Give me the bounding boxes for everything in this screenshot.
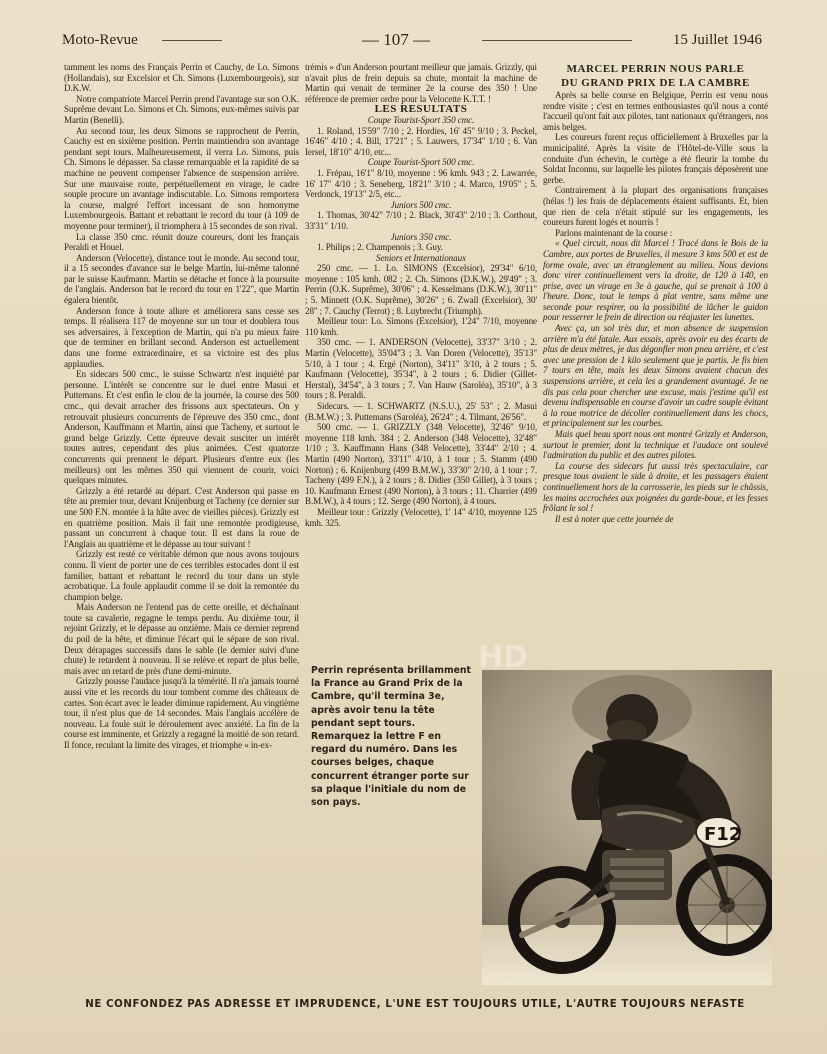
- interview-paragraph: Mais quel beau sport nous ont montré Grizzly et Anderson, surtout le premier, dont la technique et l'audace ont soulevé l'admiration du public et des autres pilotes.: [543, 429, 768, 461]
- col1-paragraph: Anderson (Velocette), distance tout le monde. Au second tour, il a 15 secondes d'avance sur le belge Martin, lui-même talonné par le suisse Kaufmann. Martin se détache et fonce à la poursuite de l'anglais. Anderson bat le record du tour en 1'22", que Martin égalera bientôt.: [64, 252, 299, 306]
- col1-paragraph: Mais Anderson ne l'entend pas de cette oreille, et déchaînant toute sa cavalerie, regagne le temps perdu. Au dixième tour, il rejoint Grizzly, et le dépasse au onzième. Mais ce dernier reprend du poil de la bête, et diminue l'écart qui le sépare de son rival. Deux dérapages successifs dans le sable (le dernier suivi d'une chute) le retardent à nouveau. Il se relève et repart de plus belle, mais avec un retard de près d'une demi-minute.: [64, 602, 299, 676]
- photo-caption: Perrin représenta brillamment la France au Grand Prix de la Cambre, qu'il termina 3e, après avoir tenu la tête pendant sept tours. Remarquez la lettre F en regard du numéro. Dans les courses belges, chaque concurrent étranger porte sur sa plaque l'initiale du nom de son pays.: [311, 665, 471, 809]
- issue-date: 15 Juillet 1946: [672, 32, 762, 48]
- col1-paragraph: tamment les noms des Français Perrin et Cauchy, de Lo. Simons (Hollandais), sur Excelsior et Ch. Simons (Luxembourgeois), sur D.K.W.: [64, 62, 299, 94]
- result-category: Juniors 500 cmc.: [390, 199, 452, 210]
- col1-paragraph: La classe 350 cmc. réunit douze coureurs, dont les français Peraldi et Houel.: [64, 231, 299, 253]
- interview-paragraph: Parlons maintenant de la course :: [555, 227, 673, 238]
- results-list: [305, 115, 537, 528]
- col1-paragraph: Anderson fonce à toute allure et améliorera sans cesse ses temps. Il réalisera 117 de moyenne sur un tour et doublera tous ses adversaires, à l'exception de Martin, qui n'a pu mieux faire que de terminer en brillant second. Anderson est actuellement dans une forme extraordinaire, et sa victoire est des plus applaudies.: [64, 305, 299, 369]
- magazine-title: Moto-Revue: [62, 32, 138, 48]
- result-text: Sidecars. — 1. SCHWARTZ (N.S.U.), 25' 53" ; 2. Masui (B.M.W.) ; 3. Puttemans (Saroléa), 26'24" ; 4. Tilmant, 26'56".: [305, 401, 537, 422]
- col1-paragraph: En sidecars 500 cmc., le suisse Schwartz n'est inquiété par personne. L'intérêt se concentre sur le duel entre Masui et Puttemans. Et c'est enfin le clou de la journée, la course des 500 cmc., qui devait arracher des frissons aux spectateurs. On y retrouvait plusieurs concurrents de l'épreuve des 350 cmc., dont Anderson, Kauffmann et Martin, ainsi que Tacheny, et surtout le grand belge Grizzly. Cette épreuve devait susciter un intérêt toutes autres, cependant des plus animées. C'est quatorze concurrents qui prennent le départ. Plusieurs d'entre eux (les meilleurs) ont les mêmes 350 qui viennent de courir, voici quelques minutes.: [64, 369, 299, 486]
- result-text: 1. Philips ; 2. Champenois ; 3. Guy.: [317, 242, 443, 253]
- result-text: 1. Roland, 15'59" 7/10 ; 2. Hordies, 16' 45" 9/10 ; 3. Peckel, 16'46" 4/10 ; 4. Bill, 17'21" ; 5. Lauwers, 17'34" 1/10 ; 6. Van Iersel, 18'10" 4/10, etc...: [305, 125, 537, 157]
- race-photo: [482, 670, 772, 985]
- interview-paragraph: Après sa belle course en Belgique, Perrin est venu nous rendre visite ; c'est en termes enthousiastes qu'il nous a conté l'accueil qu'ont fait aux pilotes, tant nationaux qu'étrangers, nos amis belges.: [543, 90, 768, 132]
- interview-paragraph: « Quel circuit, nous dit Marcel ! Tracé dans le Bois de la Cambre, aux portes de Bruxelles, il mesure 3 kms 500 et est de forme ovale, avec un étranglement au milieu. Nous devions donc virer continuellement vers la droite, de 120 à 140, en prise, avec un virage en 3e à gauche, qui se prenait à 100 à l'heure. Donc, tout le temps à plat ventre, sans même une seconde pour respirer, ou la possibilité de lâcher le guidon pour resserrer le frein de direction ou réajuster les lunettes.: [543, 238, 768, 323]
- race-number-plate: F12: [704, 824, 742, 845]
- page-header: [62, 28, 762, 52]
- result-category: Seniors et Internationaux: [376, 252, 466, 263]
- article-column-1: [64, 62, 299, 751]
- results-title: LES RESULTATS: [374, 103, 468, 116]
- col1-paragraph: Notre compatriote Marcel Perrin prend l'avantage sur son O.K. Suprême devant Lo. Simons et Ch. Simons, eux-mêmes suivis par Martin (Benelli).: [64, 93, 299, 125]
- result-text: 350 cmc. — 1. ANDERSON (Velocette), 33'37" 3/10 ; 2. Martin (Velocette), 35'04"3 ; 3. Van Doren (Velocette), 35'13" 5/10, à 1 tour ; 4. Ergé (Norton), 34'11" 3/10, à 2 tours ; 5. Kaufmann (Velocette), 35'34", à 2 tours ; 6. Didier (Gillet-Herstal), 34'54", à 3 tours ; 7. Van Hauw (Saroléa), 35'10", à 3 tours ; 8. Peraldi.: [305, 337, 537, 401]
- result-category: Juniors 350 cmc.: [390, 231, 452, 242]
- result-text: Meilleur tour: Lo. Simons (Excelsior), 1'24" 7/10, moyenne 110 kmh.: [305, 316, 537, 337]
- result-text: 1. Thomas, 30'42" 7/10 ; 2. Black, 30'43" 2/10 ; 3. Corthout, 33'31" 1/10.: [305, 210, 537, 231]
- result-category: Coupe Tourist-Sport 500 cmc.: [367, 157, 475, 168]
- interview-title-line-1: MARCEL PERRIN NOUS PARLE: [566, 63, 745, 75]
- interview-paragraph: Avec ça, un sol très dur, et mon absence de suspension arrière m'a été fatale. Aux essais, après avoir eu des écarts de plus de deux mètres, je dus dégonfler mon pneu arrière, et c'est avec une pression de 1 kilo seulement que je partis. Je fis bien 7 tours en tête, mais les deux Simons avaient chacun des suspensions arrière, et cela les a grandement avantagé. Je ne dis pas cela pour chercher une excuse, mais j'estime qu'il est devenu indispensable en course d'avoir un cadre souple évitant à la roue motrice de décoller continuellement dans les chocs, et principalement sur les courbes.: [543, 323, 768, 429]
- footer-slogan: NE CONFONDEZ PAS ADRESSE ET IMPRUDENCE, L'UNE EST TOUJOURS UTILE, L'AUTRE TOUJOURS NEFASTE: [85, 999, 745, 1010]
- result-text: 1. Frépau, 16'1" 8/10, moyenne : 96 kmh. 943 ; 2. Lawarrée, 16' 17" 4/10 ; 3. Seneberg, 18'21" 3/10 ; 4. Marco, 19'05" ; 5. Verdonck, 19'13" 2/5, etc...: [305, 167, 537, 200]
- motorcycle-photo-illustration: [482, 670, 772, 985]
- interview-title-line-2: DU GRAND PRIX DE LA CAMBRE: [561, 77, 750, 89]
- col1-paragraph: Grizzly est resté ce véritable démon que nous avons toujours connu. Il vient de porter une de ces terribles estocades dont il est familier, battant et rebattant le record du tour dans un style acrobatique. La foule applaudit comme il se doit la remontée du champion belge.: [64, 549, 299, 602]
- col2-intro: trémis » d'un Anderson pourtant meilleur que jamais. Grizzly, qui n'avait plus de frein depuis sa chute, montait la machine de Martin qui venait de terminer 2e la course des 350 ! Une référence de premier ordre pour la Velocette K.T.T. !: [305, 62, 537, 104]
- article-column-3: [543, 62, 768, 524]
- result-text: Meilleur tour : Grizzly (Velocette), 1' 14" 4/10, moyenne 125 kmh. 325.: [305, 506, 537, 528]
- watermark: HD: [478, 640, 529, 675]
- interview-paragraph: Il est à noter que cette journée de: [555, 513, 674, 524]
- interview-title: [543, 62, 768, 90]
- header-rule-right: [482, 40, 632, 41]
- header-rule-left: [162, 40, 222, 41]
- interview-paragraph: Contrairement à la plupart des organisations françaises (hélas !) les frais de déplacements étaient suffisants. Et, bien que rien de cela n'était stipulé sur les engagements, les coureurs furent logés et nourris !: [543, 185, 768, 228]
- result-category: Coupe Tourist-Sport 350 cmc.: [367, 114, 475, 125]
- result-text: 500 cmc. — 1. GRIZZLY (348 Velocette), 32'46" 9/10, moyenne 118 kmh. 384 ; 2. Anderson (348 Velocette), 32'48" 1/10 ; 3. Kauffmann Hans (348 Velocette), 33'44" 2/10 ; 4. Martin (490 Norton), 33'11" 4/10, à 1 tour ; 5. Stamm (490 Norton) ; 6. Knijenburg (499 B.M.W.), 33'30" 2/10, à 1 tour ; 7. Tacheny (499 F.N.), à 2 tours ; 8. Didier (350 Gillet), à 3 tours ; 10. Kaufmann Ernest (490 Norton), à 3 tours ; 11. Charrier (499 B.M.W.), à 4 tours ; 12. Serge (490 Norton), à 4 tours.: [305, 422, 537, 507]
- article-column-2: [305, 62, 537, 528]
- col1-paragraph: Grizzly pousse l'audace jusqu'à la témérité. Il n'a jamais tourné aussi vite et les records du tour tombent comme des châteaux de cartes. Son écart avec le leader diminue rapidement. Au vingtième tour, il n'est plus que de 14 secondes. Mais l'anglais accélère de nouveau. La foule suit le déroulement avec anxiété. La fin de la course est imminente, et Grizzly a regagné la moitié de son retard. Il fonce, reculant la limite des virages, et triomphe « in-ex-: [64, 676, 299, 750]
- interview-paragraph: La course des sidecars fut aussi très spectaculaire, car presque tous avaient le side à droite, et les passagers étaient continuellement hors de la carrosserie, les pieds sur le châssis, les mains accrochées aux poignées du garde-boue, et les fesses frôlant le sol !: [543, 460, 768, 514]
- col1-paragraph: Au second tour, les deux Simons se rapprochent de Perrin, Cauchy est en sixième position. Perrin maintiendra son avantage pendant sept tours. Malheureusement, il verra Lo. Simons, puis Ch. Simons le dépasser. Sa classe remarquable et la rapidité de sa machine ne peuvent compenser l'absence de suspension arrière. Sur une mauvaise route, perpétuellement en virage, le cadre souple procure un avantage indiscutable. Lo. Simons remportera la course, malgré l'effort incessant de son homonyme Luxembourgeois. Battant et rebattant le record du tour (à 109 de moyenne pour terminer), il triomphera à 15 secondes de son rival.: [64, 125, 299, 231]
- page-number: — 107 —: [362, 30, 430, 49]
- interview-paragraph: Les coureurs furent reçus officiellement à Bruxelles par la municipalité. Après la visite de l'Hôtel-de-Ville sous la conduite d'un échevin, le cortège a été fleurir la tombe du Soldat Inconnu, sur laquelle les pilotes français déposèrent une gerbe.: [543, 132, 768, 185]
- result-text: 250 cmc. — 1. Lo. SIMONS (Excelsior), 29'34" 6/10, moyenne : 105 kmh. 082 ; 2. Ch. Simons (D.K.W.), 29'49" ; 3. Perrin (O.K. Suprême), 30'06" ; 4. Kesselmans (D.K.W.), 30'11" ; 5. Minnett (O.K. Suprême), 30'26" ; 6. Zwall (Excelsior), 30' 28" ; 7. Cauchy (Terrot) ; 8. Luybrecht (Triumph).: [305, 263, 537, 316]
- col1-paragraph: Grizzly a été retardé au départ. C'est Anderson qui passe en tête au premier tour, devant Knijenburg et Tacheny (ce dernier sur une 500 F.N. montée à la hâte avec de vieilles pièces). Grizzly est en quatrième position. Mais il fait une remontée prodigieuse, passant un concurrent à chaque tour. Il est dans la roue de l'Anglais au quatrième et le dépasse au tour suivant !: [64, 485, 299, 549]
- interview-body: [543, 90, 768, 524]
